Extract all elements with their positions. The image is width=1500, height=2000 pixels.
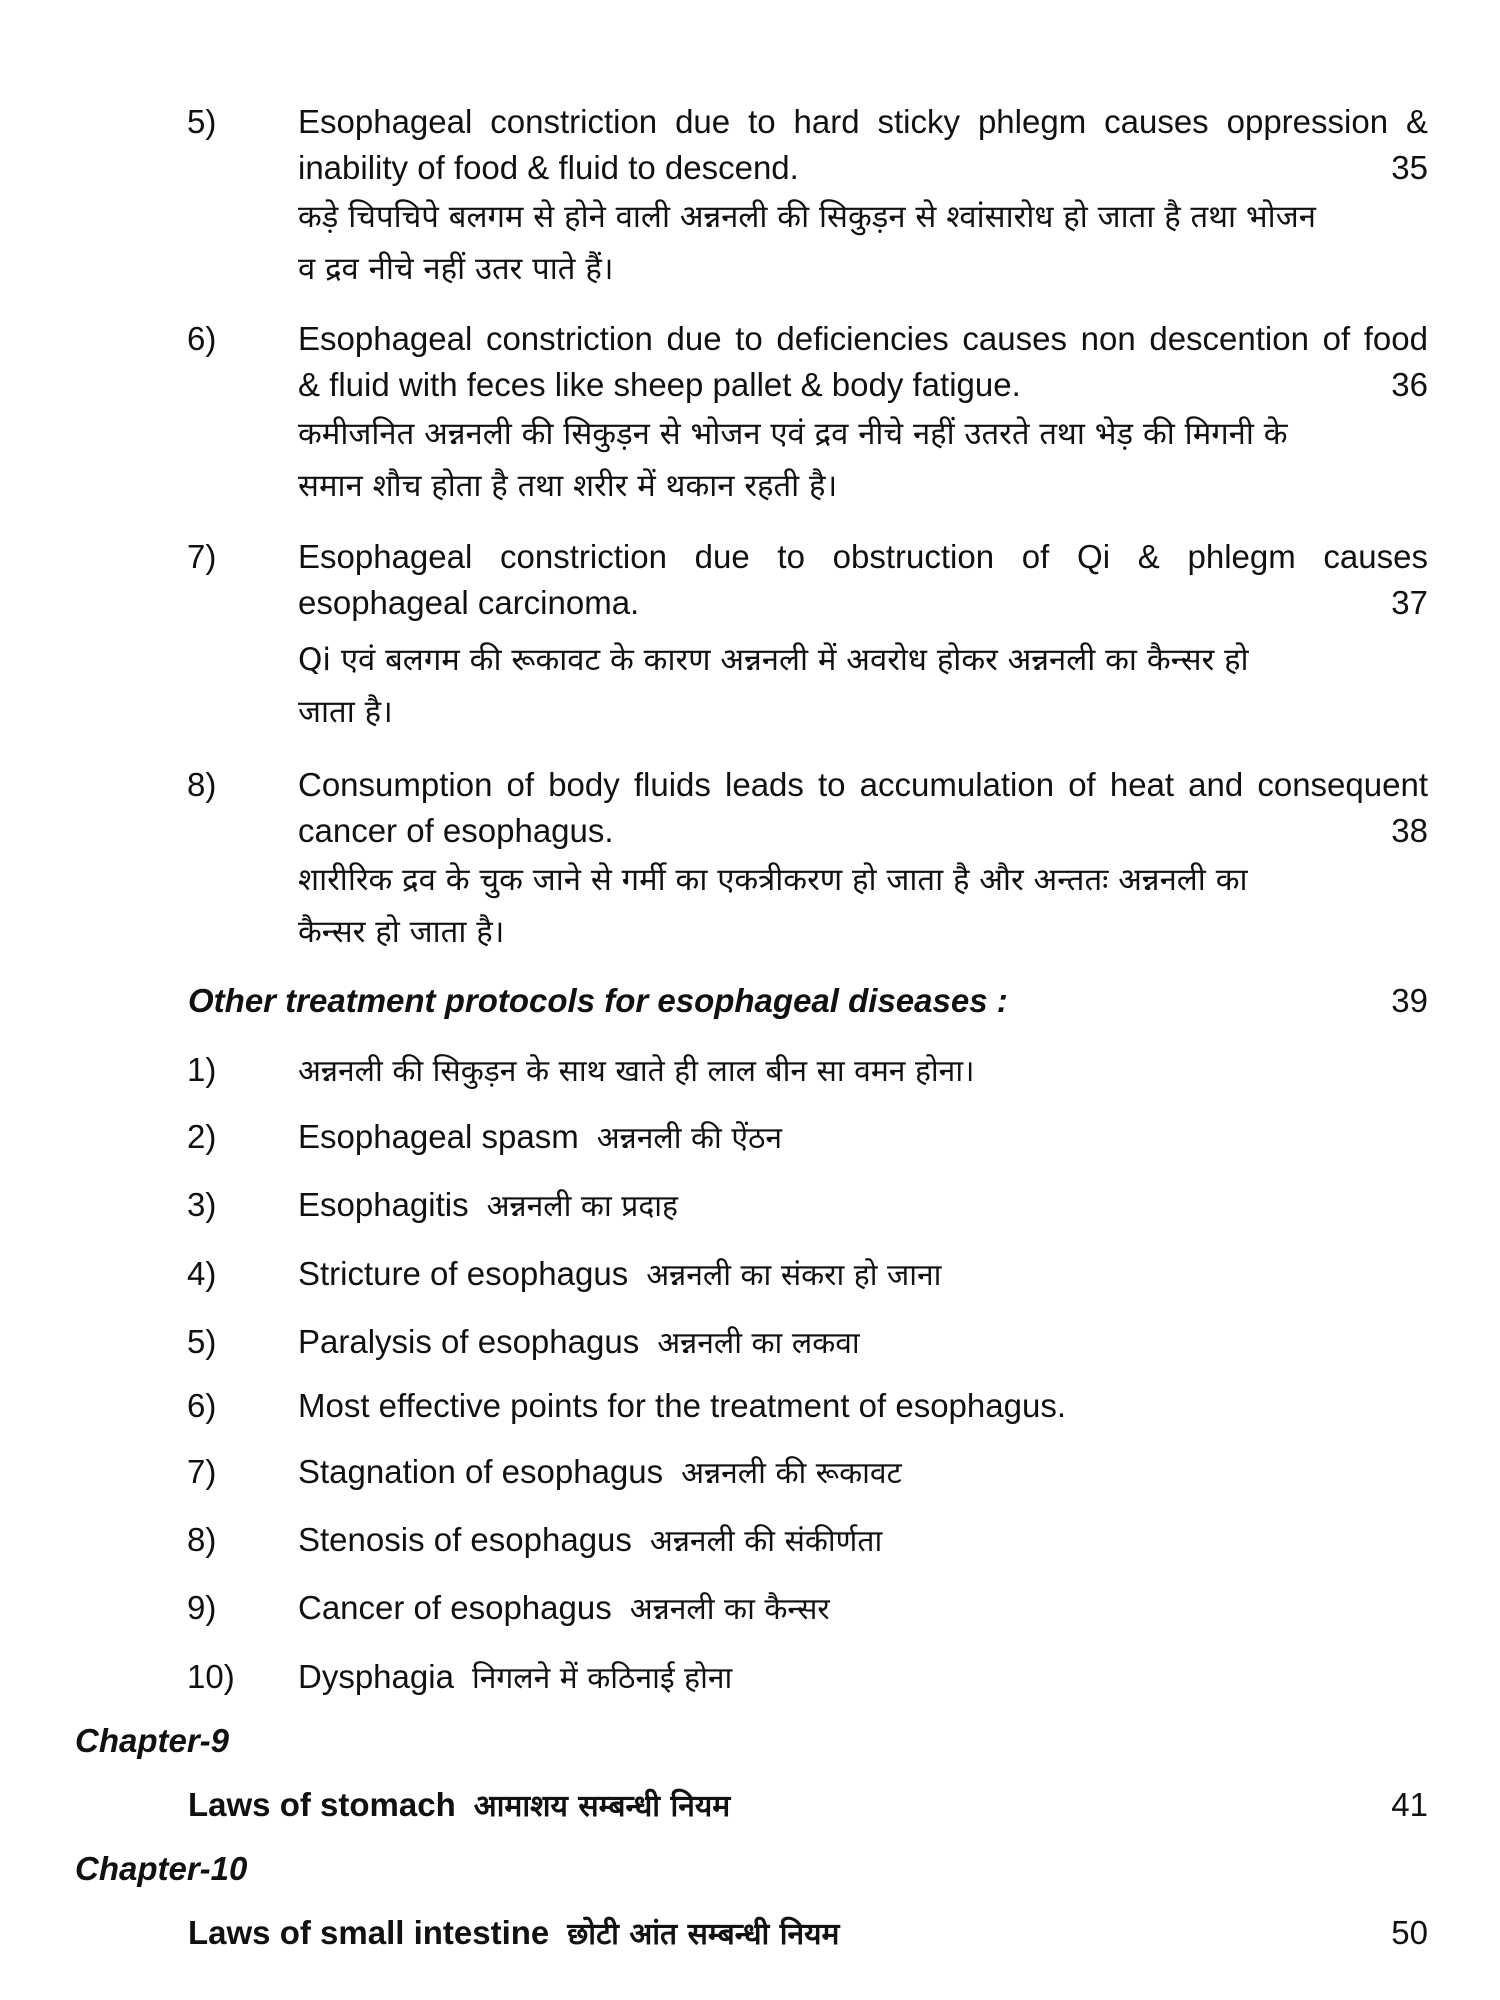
item-hindi-line-2: व द्रव नीचे नहीं उतर पाते हैं। [298,251,614,287]
protocol-english: Stenosis of esophagus [298,1521,632,1558]
item-number: 5) [187,103,217,140]
item-number: 6) [187,320,217,357]
protocol-text [298,1251,1428,1299]
chapter-title [188,1910,840,1958]
protocol-text [298,1182,1428,1230]
protocol-english: Esophagitis [298,1186,469,1223]
item-number: 3) [187,1186,217,1223]
chapter-label: Chapter-9 [75,1722,230,1759]
item-number: 4) [187,1255,217,1292]
item-hindi-line-2: कैन्सर हो जाता है। [298,914,505,950]
chapter-title-hindi: छोटी आंत सम्बन्धी नियम [567,1917,840,1952]
chapter-title-english: Laws of small intestine [188,1914,550,1951]
page-number: 41 [1391,1786,1428,1823]
page-number: 50 [1391,1914,1428,1951]
protocol-text [298,1449,1428,1497]
protocol-english: Most effective points for the treatment of esophagus. [298,1387,1066,1424]
protocol-english: Cancer of esophagus [298,1589,612,1626]
item-number: 2) [187,1118,217,1155]
protocol-english: Dysphagia [298,1658,454,1695]
item-number: 7) [187,538,217,575]
page-number: 39 [1391,982,1428,1019]
item-number: 8) [187,766,217,803]
item-english-line-1: Esophageal constriction due to hard sticky phlegm causes oppression & [298,103,1428,140]
protocol-text [298,1114,1428,1162]
protocol-hindi: अन्ननली की ऐंठन [596,1121,783,1156]
protocol-text [298,1319,1428,1367]
item-hindi-line-1: शारीरिक द्रव के चुक जाने से गर्मी का एकत्रीकरण हो जाता है और अन्ततः अन्ननली का [298,862,1248,898]
page-number: 37 [1391,584,1428,621]
item-english-line-2: cancer of esophagus. [298,812,614,849]
item-hindi-line-2: समान शौच होता है तथा शरीर में थकान रहती है। [298,468,838,504]
item-text [298,99,1428,295]
chapter-title-english: Laws of stomach [188,1786,456,1823]
protocol-hindi: अन्ननली का लकवा [657,1326,860,1361]
protocol-text [298,1654,1428,1702]
protocol-hindi: अन्ननली का प्रदाह [486,1189,678,1224]
protocol-hindi: निगलने में कठिनाई होना [471,1661,733,1696]
protocol-text [298,1383,1428,1429]
item-english-line-1: Consumption of body fluids leads to accumulation of heat and consequent [298,766,1428,803]
item-number: 10) [187,1658,235,1695]
item-english-line-2: esophageal carcinoma. [298,584,640,621]
item-text [298,762,1428,958]
page-number: 38 [1391,812,1428,849]
item-hindi-line-2: जाता है। [298,694,393,730]
chapter-label: Chapter-10 [75,1850,248,1887]
chapter-title [188,1782,730,1830]
item-hindi-line-1: कमीजनित अन्ननली की सिकुड़न से भोजन एवं द्रव नीचे नहीं उतरते तथा भेड़ की मिगनी के [298,416,1288,452]
protocol-hindi: अन्ननली की सिकुड़न के साथ खाते ही लाल बीन सा वमन होना। [298,1054,975,1089]
protocol-hindi: अन्ननली का संकरा हो जाना [646,1258,942,1293]
item-hindi-line-1: कड़े चिपचिपे बलगम से होने वाली अन्ननली की सिकुड़न से श्वांसारोध हो जाता है तथा भोजन [298,199,1316,235]
protocol-english: Stagnation of esophagus [298,1453,664,1490]
protocol-english: Esophageal spasm [298,1118,579,1155]
item-number: 7) [187,1453,217,1490]
item-number: 1) [187,1051,217,1088]
protocol-hindi: अन्ननली की संकीर्णता [649,1524,883,1559]
protocol-text [298,1047,1428,1095]
item-english-line-2: inability of food & fluid to descend. [298,149,799,186]
item-number: 5) [187,1323,217,1360]
page-number: 35 [1391,149,1428,186]
item-english-line-1: Esophageal constriction due to obstruction of Qi & phlegm causes [298,538,1428,575]
item-number: 8) [187,1521,217,1558]
item-text [298,534,1428,738]
protocol-english: Paralysis of esophagus [298,1323,640,1360]
protocol-text [298,1517,1428,1565]
item-english-line-1: Esophageal constriction due to deficiencies causes non descention of food [298,320,1428,357]
section-title: Other treatment protocols for esophageal diseases : [188,982,1008,1019]
item-number: 6) [187,1387,217,1424]
item-hindi-line-1: Qi एवं बलगम की रूकावट के कारण अन्ननली में अवरोध होकर अन्ननली का कैन्सर हो [298,642,1249,678]
page-number: 36 [1391,366,1428,403]
protocol-hindi: अन्ननली का कैन्सर [629,1592,830,1627]
item-english-line-2: & fluid with feces like sheep pallet & body fatigue. [298,366,1021,403]
protocol-english: Stricture of esophagus [298,1255,629,1292]
item-number: 9) [187,1589,217,1626]
chapter-title-hindi: आमाशय सम्बन्धी नियम [473,1789,731,1824]
item-text [298,316,1428,512]
protocol-text [298,1585,1428,1633]
protocol-hindi: अन्ननली की रूकावट [681,1456,902,1491]
